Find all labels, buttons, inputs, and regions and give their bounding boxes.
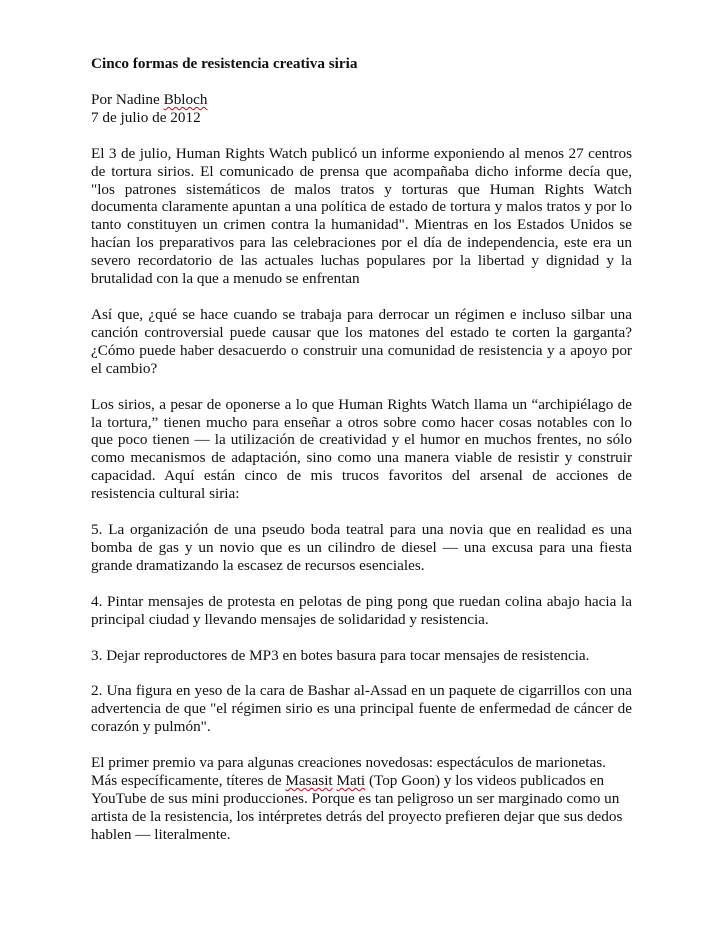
misspelled-word-mati: Mati — [336, 772, 366, 790]
publish-date: 7 de julio de 2012 — [91, 108, 201, 126]
paragraph-syrians: Los sirios, a pesar de oponerse a lo que Human Rights Watch llama un “archipiélago de la tortura,” tienen mucho para enseñar a otros sobre como hacer cosas notables con lo que poco tienen — la utilización de creatividad y el humor en muchos frentes, no sólo como mecanismos de adaptación, sino como una manera viable de resistir y construir capacidad. Aquí están cinco de mis trucos favoritos del arsenal de acciones de resistencia cultural siria: — [91, 395, 632, 503]
list-item-3: 3. Dejar reproductores de MP3 en botes basura para tocar mensajes de resistencia. — [91, 646, 590, 664]
byline — [91, 91, 632, 127]
list-item-4: 4. Pintar mensajes de protesta en pelotas de ping pong que ruedan colina abajo hacia la principal ciudad y llevando mensajes de solidaridad y resistencia. — [91, 592, 632, 628]
author-line — [91, 91, 632, 109]
paragraph-intro: El 3 de julio, Human Rights Watch publicó un informe exponiendo al menos 27 centros de tortura sirios. El comunicado de prensa que acompañaba dicho informe decía que, "los patrones sistemáticos de malos tratos y torturas que Human Rights Watch documenta claramente apuntan a una política de estado de tortura y malos tratos y por lo tanto constituyen un crimen contra la humanidad". Mientras en los Estados Unidos se hacían los preparativos para las celebraciones por el día de independencia, este era un severo recordatorio de las actuales luchas populares por la libertad y dignidad y la brutalidad con la que a menudo se enfrentan — [91, 144, 632, 288]
list-item-5: 5. La organización de una pseudo boda teatral para una novia que en realidad es una bomba de gas y un novio que es un cilindro de diesel — una excusa para una fiesta grande dramatizando la escasez de recursos esenciales. — [91, 521, 632, 574]
document-page — [91, 55, 632, 862]
paragraph-first-prize — [91, 754, 632, 844]
list-item-2: 2. Una figura en yeso de la cara de Bashar al-Assad en un paquete de cigarrillos con una advertencia de que "el régimen sirio es una principal fuente de enfermedad de cáncer de corazón y pulmón". — [91, 682, 632, 736]
first-prize-text-b: (Top Goon) y los videos publicados en YouTube de sus mini producciones. Porque es tan peligroso un ser marginado como un artista de la resistencia, los intérpretes detrás del proyecto prefieren dejar que sus dedos hablen — literalmente. — [91, 772, 623, 843]
first-prize-text-a: El primer premio va para algunas creaciones novedosas: espectáculos de marionetas. Más específicamente, títeres de — [91, 754, 606, 790]
paragraph-question: Así que, ¿qué se hace cuando se trabaja para derrocar un régimen e incluso silbar una canción controversial puede causar que los matones del estado te corten la garganta? ¿Cómo puede haber desacuerdo o construir una comunidad de resistencia y a apoyo por el cambio? — [91, 305, 632, 377]
author-prefix: Por Nadine — [91, 90, 164, 108]
article-title: Cinco formas de resistencia creativa siria — [91, 55, 358, 72]
author-name-misspelled: Bbloch — [163, 90, 208, 108]
misspelled-word-masasit: Masasit — [285, 772, 333, 790]
